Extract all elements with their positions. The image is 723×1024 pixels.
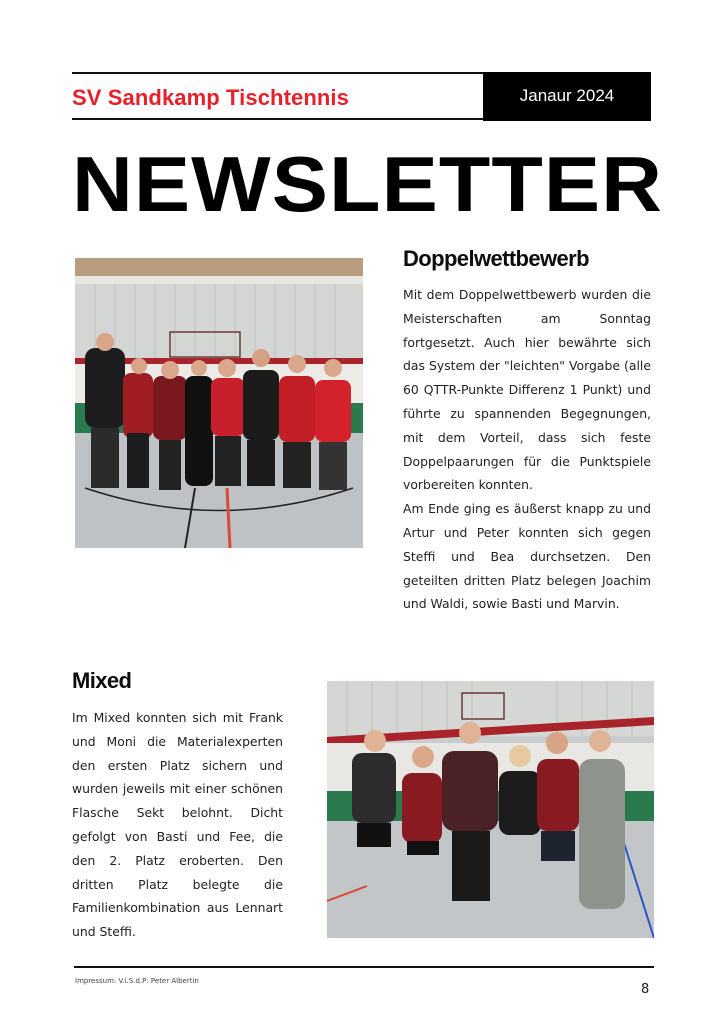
issue-date-box bbox=[483, 72, 651, 121]
issue-date: Janaur 2024 bbox=[519, 86, 615, 105]
article-paragraph: Im Mixed konnten sich mit Frank und Moni die Materialexperten den ersten Platz sichern und wurden jeweils mit einer schönen Flasche Sekt belohnt. Dicht gefolgt von Basti und Fee, die den 2. Platz eroberten. Den dritten Platz belegte die Familienkombination aus Lennart und Steffi. bbox=[72, 710, 283, 940]
article-title-mixed: Mixed bbox=[72, 668, 132, 693]
article-body-mixed bbox=[72, 706, 283, 944]
masthead-title: NEWSLETTER bbox=[72, 140, 664, 228]
article-body-doppelwettbewerb bbox=[403, 283, 651, 616]
header bbox=[72, 72, 651, 121]
club-name: SV Sandkamp Tischtennis bbox=[72, 85, 349, 110]
team-photo-mixed-graphic bbox=[327, 681, 654, 938]
page-number: 8 bbox=[641, 982, 650, 997]
team-photo-doubles bbox=[75, 258, 363, 548]
article-title-doppelwettbewerb: Doppelwettbewerb bbox=[403, 246, 589, 271]
impressum: Impressum: V.i.S.d.P: Peter Albertin bbox=[75, 977, 199, 985]
article-paragraph: Am Ende ging es äußerst knapp zu und Artur und Peter konnten sich gegen Steffi und Bea durchsetzen. Den geteilten dritten Platz belegen Joachim und Waldi, sowie Basti und Marvin. bbox=[403, 501, 651, 612]
team-photo-doubles-graphic bbox=[75, 258, 363, 548]
team-photo-mixed bbox=[327, 681, 654, 938]
article-paragraph: Mit dem Doppelwettbewerb wurden die Meisterschaften am Sonntag fortgesetzt. Auch hier bewährte sich das System der "leichten" Vorgabe (alle 60 QTTR-Punkte Differenz 1 Punkt) und führte zu spannenden Begegnungen, mit dem Vorteil, dass sich feste Doppelpaarungen für die Punktspiele vorbereiten konnten. bbox=[403, 287, 651, 493]
header-rule-bottom bbox=[72, 118, 483, 120]
footer-rule bbox=[74, 966, 654, 968]
header-rule-top bbox=[72, 72, 483, 74]
